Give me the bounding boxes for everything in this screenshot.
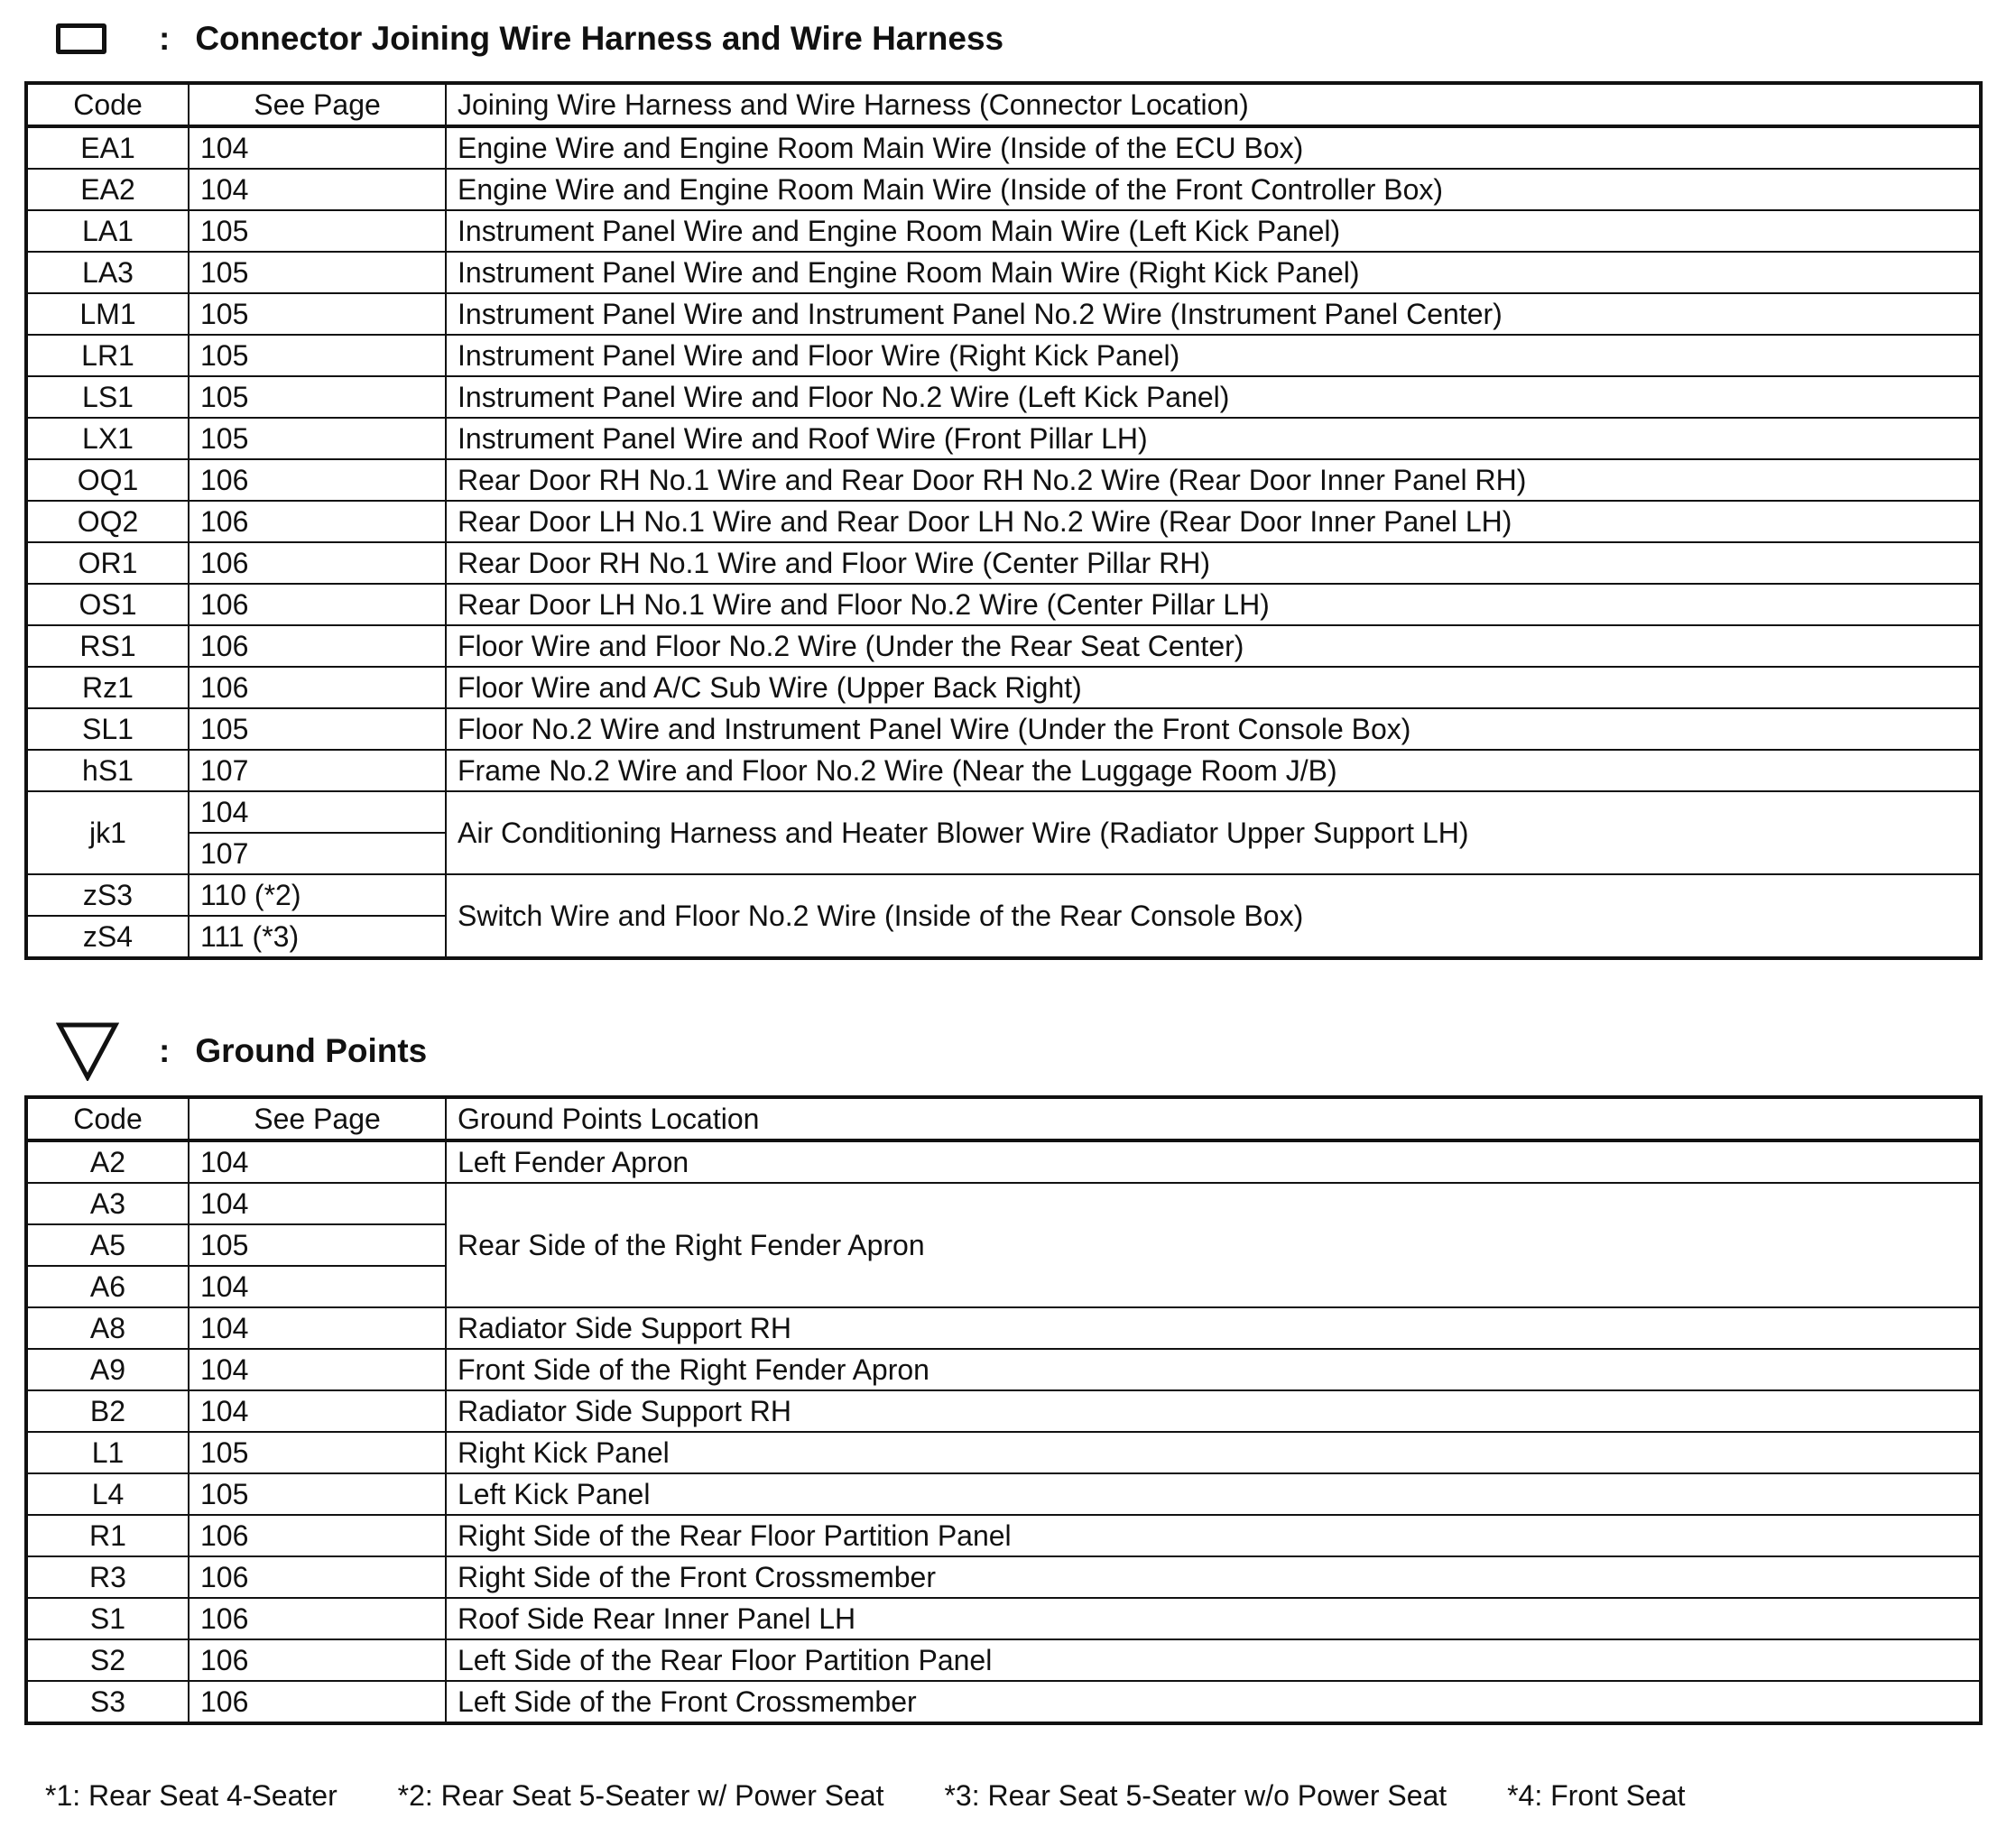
heading-colon: :	[159, 20, 171, 57]
table-row	[26, 1473, 1981, 1515]
cell-page: 104	[189, 1390, 446, 1432]
table-row	[26, 750, 1981, 791]
cell-page: 105	[189, 293, 446, 335]
cell-code: OQ1	[26, 459, 189, 501]
column-header-location: Joining Wire Harness and Wire Harness (Connector Location)	[446, 83, 1981, 126]
cell-code: A2	[26, 1140, 189, 1183]
footnote: *4: Front Seat	[1507, 1779, 1686, 1812]
cell-location: Radiator Side Support RH	[446, 1307, 1981, 1349]
cell-location: Radiator Side Support RH	[446, 1390, 1981, 1432]
cell-location: Roof Side Rear Inner Panel LH	[446, 1598, 1981, 1639]
cell-page: 104	[189, 126, 446, 169]
cell-page: 105	[189, 708, 446, 750]
column-header-code: Code	[26, 1097, 189, 1140]
table-row	[26, 1432, 1981, 1473]
cell-location: Left Side of the Front Crossmember	[446, 1681, 1981, 1723]
table-row	[26, 1515, 1981, 1556]
connector-section-title: Connector Joining Wire Harness and Wire Harness	[195, 20, 1004, 57]
table-header-row	[26, 1097, 1981, 1140]
cell-location: Floor Wire and A/C Sub Wire (Upper Back Right)	[446, 667, 1981, 708]
table-row	[26, 1140, 1981, 1183]
footnote: *1: Rear Seat 4-Seater	[45, 1779, 338, 1812]
cell-page: 105	[189, 210, 446, 252]
cell-page: 105	[189, 1473, 446, 1515]
table-row	[26, 667, 1981, 708]
cell-page: 104	[189, 1183, 446, 1224]
cell-page: 105	[189, 335, 446, 376]
cell-page: 104	[189, 791, 446, 833]
cell-code: jk1	[26, 791, 189, 874]
cell-location: Instrument Panel Wire and Engine Room Main Wire (Left Kick Panel)	[446, 210, 1981, 252]
heading-colon: :	[159, 1032, 171, 1069]
triangle-down-outline-icon	[56, 1021, 119, 1081]
cell-location: Switch Wire and Floor No.2 Wire (Inside of the Rear Console Box)	[446, 874, 1981, 958]
cell-page: 107	[189, 833, 446, 874]
cell-location: Instrument Panel Wire and Instrument Panel No.2 Wire (Instrument Panel Center)	[446, 293, 1981, 335]
cell-code: EA2	[26, 169, 189, 210]
cell-location: Air Conditioning Harness and Heater Blower Wire (Radiator Upper Support LH)	[446, 791, 1981, 874]
cell-code: SL1	[26, 708, 189, 750]
cell-code: A3	[26, 1183, 189, 1224]
cell-page: 111 (*3)	[189, 916, 446, 958]
table-row	[26, 126, 1981, 169]
cell-location: Rear Side of the Right Fender Apron	[446, 1183, 1981, 1307]
cell-code: A9	[26, 1349, 189, 1390]
cell-page: 106	[189, 501, 446, 542]
cell-code: LS1	[26, 376, 189, 418]
cell-code: S1	[26, 1598, 189, 1639]
cell-location: Engine Wire and Engine Room Main Wire (Inside of the ECU Box)	[446, 126, 1981, 169]
table-row	[26, 625, 1981, 667]
cell-code: hS1	[26, 750, 189, 791]
cell-page: 106	[189, 1556, 446, 1598]
cell-code: A5	[26, 1224, 189, 1266]
cell-location: Frame No.2 Wire and Floor No.2 Wire (Near the Luggage Room J/B)	[446, 750, 1981, 791]
table-row	[26, 791, 1981, 833]
footnotes	[45, 1779, 1738, 1813]
cell-location: Rear Door LH No.1 Wire and Floor No.2 Wire (Center Pillar LH)	[446, 584, 1981, 625]
column-header-see-page: See Page	[189, 1097, 446, 1140]
cell-page: 105	[189, 376, 446, 418]
table-row	[26, 1598, 1981, 1639]
table-row	[26, 874, 1981, 916]
column-header-code: Code	[26, 83, 189, 126]
cell-page: 104	[189, 1266, 446, 1307]
cell-location: Left Side of the Rear Floor Partition Panel	[446, 1639, 1981, 1681]
cell-code: LA3	[26, 252, 189, 293]
cell-code: A8	[26, 1307, 189, 1349]
table-row	[26, 1349, 1981, 1390]
cell-code: Rz1	[26, 667, 189, 708]
cell-code: LR1	[26, 335, 189, 376]
cell-page: 104	[189, 1307, 446, 1349]
cell-location: Right Kick Panel	[446, 1432, 1981, 1473]
cell-code: OQ2	[26, 501, 189, 542]
cell-page: 106	[189, 542, 446, 584]
cell-code: A6	[26, 1266, 189, 1307]
cell-code: OS1	[26, 584, 189, 625]
ground-section-heading	[56, 1021, 427, 1081]
table-row	[26, 1556, 1981, 1598]
cell-location: Right Side of the Rear Floor Partition Panel	[446, 1515, 1981, 1556]
footnote: *3: Rear Seat 5-Seater w/o Power Seat	[944, 1779, 1447, 1812]
cell-code: S3	[26, 1681, 189, 1723]
footnote: *2: Rear Seat 5-Seater w/ Power Seat	[397, 1779, 884, 1812]
cell-code: R1	[26, 1515, 189, 1556]
cell-location: Left Fender Apron	[446, 1140, 1981, 1183]
column-header-see-page: See Page	[189, 83, 446, 126]
cell-code: S2	[26, 1639, 189, 1681]
table-header-row	[26, 83, 1981, 126]
cell-code: LM1	[26, 293, 189, 335]
cell-code: L1	[26, 1432, 189, 1473]
cell-location: Instrument Panel Wire and Roof Wire (Front Pillar LH)	[446, 418, 1981, 459]
cell-code: LA1	[26, 210, 189, 252]
cell-page: 106	[189, 667, 446, 708]
cell-page: 106	[189, 1681, 446, 1723]
table-row	[26, 335, 1981, 376]
cell-page: 105	[189, 1224, 446, 1266]
cell-location: Left Kick Panel	[446, 1473, 1981, 1515]
cell-location: Front Side of the Right Fender Apron	[446, 1349, 1981, 1390]
cell-page: 105	[189, 418, 446, 459]
cell-code: LX1	[26, 418, 189, 459]
cell-page: 107	[189, 750, 446, 791]
cell-page: 104	[189, 1349, 446, 1390]
cell-location: Instrument Panel Wire and Floor Wire (Right Kick Panel)	[446, 335, 1981, 376]
cell-code: OR1	[26, 542, 189, 584]
connector-section-heading	[56, 20, 1003, 58]
table-row	[26, 376, 1981, 418]
cell-page: 104	[189, 169, 446, 210]
cell-page: 110 (*2)	[189, 874, 446, 916]
table-row	[26, 1183, 1981, 1224]
table-row	[26, 1307, 1981, 1349]
cell-location: Instrument Panel Wire and Engine Room Main Wire (Right Kick Panel)	[446, 252, 1981, 293]
table-row	[26, 459, 1981, 501]
cell-page: 105	[189, 1432, 446, 1473]
cell-page: 106	[189, 459, 446, 501]
cell-location: Rear Door RH No.1 Wire and Floor Wire (Center Pillar RH)	[446, 542, 1981, 584]
table-row	[26, 708, 1981, 750]
table-row	[26, 418, 1981, 459]
cell-code: zS4	[26, 916, 189, 958]
cell-page: 106	[189, 625, 446, 667]
cell-location: Rear Door RH No.1 Wire and Rear Door RH No.2 Wire (Rear Door Inner Panel RH)	[446, 459, 1981, 501]
table-row	[26, 542, 1981, 584]
column-header-location: Ground Points Location	[446, 1097, 1981, 1140]
cell-location: Floor No.2 Wire and Instrument Panel Wire (Under the Front Console Box)	[446, 708, 1981, 750]
cell-page: 104	[189, 1140, 446, 1183]
cell-page: 106	[189, 1639, 446, 1681]
cell-code: R3	[26, 1556, 189, 1598]
cell-location: Floor Wire and Floor No.2 Wire (Under the Rear Seat Center)	[446, 625, 1981, 667]
table-row	[26, 210, 1981, 252]
cell-location: Instrument Panel Wire and Floor No.2 Wire (Left Kick Panel)	[446, 376, 1981, 418]
cell-page: 105	[189, 252, 446, 293]
cell-location: Rear Door LH No.1 Wire and Rear Door LH No.2 Wire (Rear Door Inner Panel LH)	[446, 501, 1981, 542]
connector-table	[24, 81, 1983, 960]
table-row	[26, 293, 1981, 335]
cell-code: L4	[26, 1473, 189, 1515]
table-row	[26, 252, 1981, 293]
rectangle-outline-icon	[56, 23, 106, 54]
table-row	[26, 501, 1981, 542]
table-row	[26, 1681, 1981, 1723]
cell-code: zS3	[26, 874, 189, 916]
cell-location: Engine Wire and Engine Room Main Wire (Inside of the Front Controller Box)	[446, 169, 1981, 210]
cell-code: B2	[26, 1390, 189, 1432]
table-row	[26, 1390, 1981, 1432]
cell-code: EA1	[26, 126, 189, 169]
cell-page: 106	[189, 584, 446, 625]
table-row	[26, 169, 1981, 210]
ground-section-title: Ground Points	[195, 1032, 428, 1069]
ground-table	[24, 1095, 1983, 1725]
cell-location: Right Side of the Front Crossmember	[446, 1556, 1981, 1598]
cell-page: 106	[189, 1598, 446, 1639]
cell-code: RS1	[26, 625, 189, 667]
table-row	[26, 584, 1981, 625]
cell-page: 106	[189, 1515, 446, 1556]
table-row	[26, 1639, 1981, 1681]
